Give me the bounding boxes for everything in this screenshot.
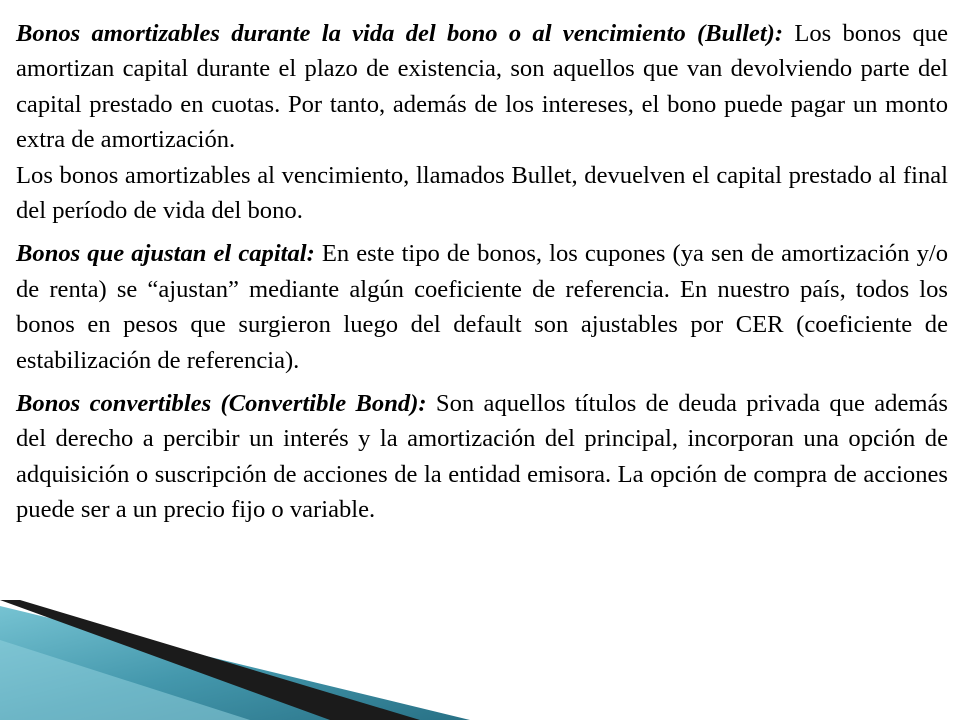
heading-convertibles: Bonos convertibles (Convertible Bond): <box>16 390 427 418</box>
heading-bonos-amortizables: Bonos amortizables durante la vida del bono o al vencimiento (Bullet): <box>16 20 784 47</box>
slide-text-body <box>16 16 948 528</box>
body-convertibles: Son aquellos títulos de deuda privada que además del derecho a percibir un interés y la amortización del principal, incorporan una opción de adquisición o suscripción de acciones de la entidad emisora. La opción de compra de acciones puede ser a un precio fijo o variable. <box>16 390 948 524</box>
body-bullet: Los bonos amortizables al vencimiento, llamados Bullet, devuelven el capital prestado al final del período de vida del bono. <box>16 161 948 225</box>
paragraph-bonos-amortizables <box>16 16 948 158</box>
paragraph-ajustan-capital <box>16 236 948 378</box>
paragraph-bullet <box>16 158 948 229</box>
heading-ajustan-capital: Bonos que ajustan el capital: <box>16 240 315 268</box>
paragraph-convertibles <box>16 386 948 528</box>
body-bonos-amortizables: Los bonos que amortizan capital durante el plazo de existencia, son aquellos que van devolviendo parte del capital prestado en cuotas. Por tanto, además de los intereses, el bono puede pagar un monto extra de amortización. <box>16 20 948 154</box>
body-ajustan-capital: En este tipo de bonos, los cupones (ya sen de amortización y/o de renta) se “ajustan” mediante algún coeficiente de referencia. En nuestro país, todos los bonos en pesos que surgieron luego del default son ajustables por CER (coeficiente de estabilización de referencia). <box>16 240 948 374</box>
